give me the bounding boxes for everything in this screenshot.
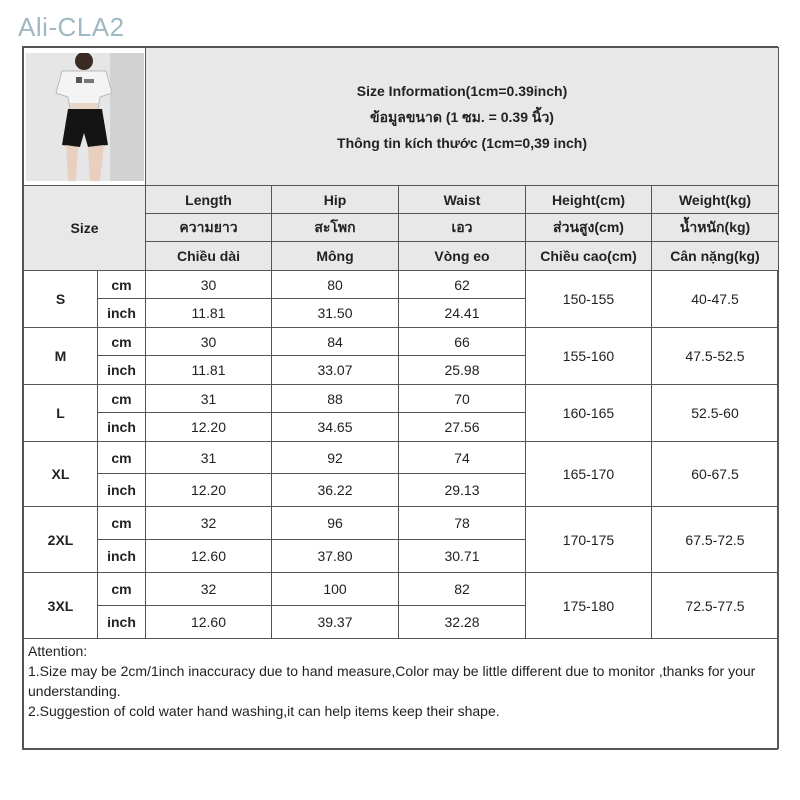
- length-cm-value: 31: [146, 442, 272, 474]
- size-info-th: ข้อมูลขนาด (1 ซม. = 0.39 นิ้ว): [370, 108, 554, 125]
- weight-range: 60-67.5: [652, 442, 779, 507]
- size-chart: [22, 46, 778, 750]
- height-range: 175-180: [526, 573, 652, 639]
- hip-cm-value: 88: [272, 385, 399, 413]
- unit-inch-label: inch: [98, 474, 146, 507]
- height-range: 170-175: [526, 507, 652, 573]
- hip-inch-value: 33.07: [272, 356, 399, 385]
- attention-notes: [24, 639, 779, 749]
- weight-range: 40-47.5: [652, 271, 779, 328]
- height-range: 165-170: [526, 442, 652, 507]
- waist-cm-value: 66: [399, 328, 526, 356]
- unit-inch-label: inch: [98, 540, 146, 573]
- unit-cm-label: cm: [98, 442, 146, 474]
- column-header-waist-en: Waist: [399, 186, 526, 214]
- waist-inch-value: 25.98: [399, 356, 526, 385]
- size-label: M: [24, 328, 98, 385]
- length-inch-value: 12.60: [146, 540, 272, 573]
- length-cm-value: 32: [146, 507, 272, 540]
- unit-cm-label: cm: [98, 507, 146, 540]
- size-row-cm: [24, 573, 779, 606]
- column-header-waist-th: เอว: [399, 214, 526, 242]
- column-header-weight-en: Weight(kg): [652, 186, 779, 214]
- size-row-cm: [24, 385, 779, 413]
- hip-inch-value: 31.50: [272, 299, 399, 328]
- size-label: S: [24, 271, 98, 328]
- waist-cm-value: 82: [399, 573, 526, 606]
- column-header-length-vi: Chiều dài: [146, 242, 272, 271]
- size-label: 2XL: [24, 507, 98, 573]
- unit-cm-label: cm: [98, 328, 146, 356]
- size-info-en: Size Information(1cm=0.39inch): [356, 82, 568, 99]
- unit-inch-label: inch: [98, 299, 146, 328]
- waist-cm-value: 74: [399, 442, 526, 474]
- unit-cm-label: cm: [98, 385, 146, 413]
- size-table: [23, 47, 779, 749]
- hip-inch-value: 36.22: [272, 474, 399, 507]
- hip-inch-value: 39.37: [272, 606, 399, 639]
- waist-inch-value: 24.41: [399, 299, 526, 328]
- unit-inch-label: inch: [98, 606, 146, 639]
- waist-cm-value: 70: [399, 385, 526, 413]
- hip-cm-value: 92: [272, 442, 399, 474]
- hip-cm-value: 80: [272, 271, 399, 299]
- waist-cm-value: 78: [399, 507, 526, 540]
- column-header-hip-vi: Mông: [272, 242, 399, 271]
- size-row-cm: [24, 328, 779, 356]
- weight-range: 72.5-77.5: [652, 573, 779, 639]
- height-range: 150-155: [526, 271, 652, 328]
- height-range: 160-165: [526, 385, 652, 442]
- waist-inch-value: 27.56: [399, 413, 526, 442]
- length-inch-value: 12.20: [146, 474, 272, 507]
- attention-note1: 1.Size may be 2cm/1inch inaccuracy due to hand measure,Color may be little different due to monitor ,thanks for your understanding.: [28, 663, 756, 699]
- weight-range: 52.5-60: [652, 385, 779, 442]
- hip-cm-value: 84: [272, 328, 399, 356]
- size-label: XL: [24, 442, 98, 507]
- column-header-length-th: ความยาว: [146, 214, 272, 242]
- waist-inch-value: 32.28: [399, 606, 526, 639]
- waist-inch-value: 29.13: [399, 474, 526, 507]
- column-header-height-en: Height(cm): [526, 186, 652, 214]
- hip-cm-value: 96: [272, 507, 399, 540]
- column-header-waist-vi: Vòng eo: [399, 242, 526, 271]
- attention-title: Attention:: [28, 643, 88, 659]
- size-info-vi: Thông tin kích thước (1cm=0,39 inch): [337, 134, 587, 151]
- unit-cm-label: cm: [98, 573, 146, 606]
- size-row-cm: [24, 442, 779, 474]
- length-cm-value: 31: [146, 385, 272, 413]
- size-column-title: Size: [24, 186, 146, 271]
- model-illustration: [26, 53, 144, 181]
- length-inch-value: 12.20: [146, 413, 272, 442]
- column-header-length-en: Length: [146, 186, 272, 214]
- length-inch-value: 11.81: [146, 356, 272, 385]
- column-header-height-th: ส่วนสูง(cm): [526, 214, 652, 242]
- column-header-hip-en: Hip: [272, 186, 399, 214]
- column-header-hip-th: สะโพก: [272, 214, 399, 242]
- length-inch-value: 11.81: [146, 299, 272, 328]
- waist-cm-value: 62: [399, 271, 526, 299]
- unit-inch-label: inch: [98, 356, 146, 385]
- size-info-header: [146, 48, 779, 186]
- unit-cm-label: cm: [98, 271, 146, 299]
- unit-inch-label: inch: [98, 413, 146, 442]
- hip-inch-value: 34.65: [272, 413, 399, 442]
- column-header-weight-vi: Cân nặng(kg): [652, 242, 779, 271]
- weight-range: 47.5-52.5: [652, 328, 779, 385]
- waist-inch-value: 30.71: [399, 540, 526, 573]
- size-row-cm: [24, 507, 779, 540]
- watermark-text: Ali-CLA2: [18, 12, 125, 42]
- attention-note2: 2.Suggestion of cold water hand washing,it can help items keep their shape.: [28, 703, 500, 719]
- height-range: 155-160: [526, 328, 652, 385]
- length-cm-value: 32: [146, 573, 272, 606]
- column-header-weight-th: น้ำหนัก(kg): [652, 214, 779, 242]
- length-cm-value: 30: [146, 271, 272, 299]
- product-photo: [26, 53, 144, 181]
- length-inch-value: 12.60: [146, 606, 272, 639]
- size-label: 3XL: [24, 573, 98, 639]
- product-photo-cell: [24, 48, 146, 186]
- attention-row: [24, 639, 779, 749]
- column-header-height-vi: Chiều cao(cm): [526, 242, 652, 271]
- size-row-cm: [24, 271, 779, 299]
- length-cm-value: 30: [146, 328, 272, 356]
- weight-range: 67.5-72.5: [652, 507, 779, 573]
- hip-cm-value: 100: [272, 573, 399, 606]
- hip-inch-value: 37.80: [272, 540, 399, 573]
- size-label: L: [24, 385, 98, 442]
